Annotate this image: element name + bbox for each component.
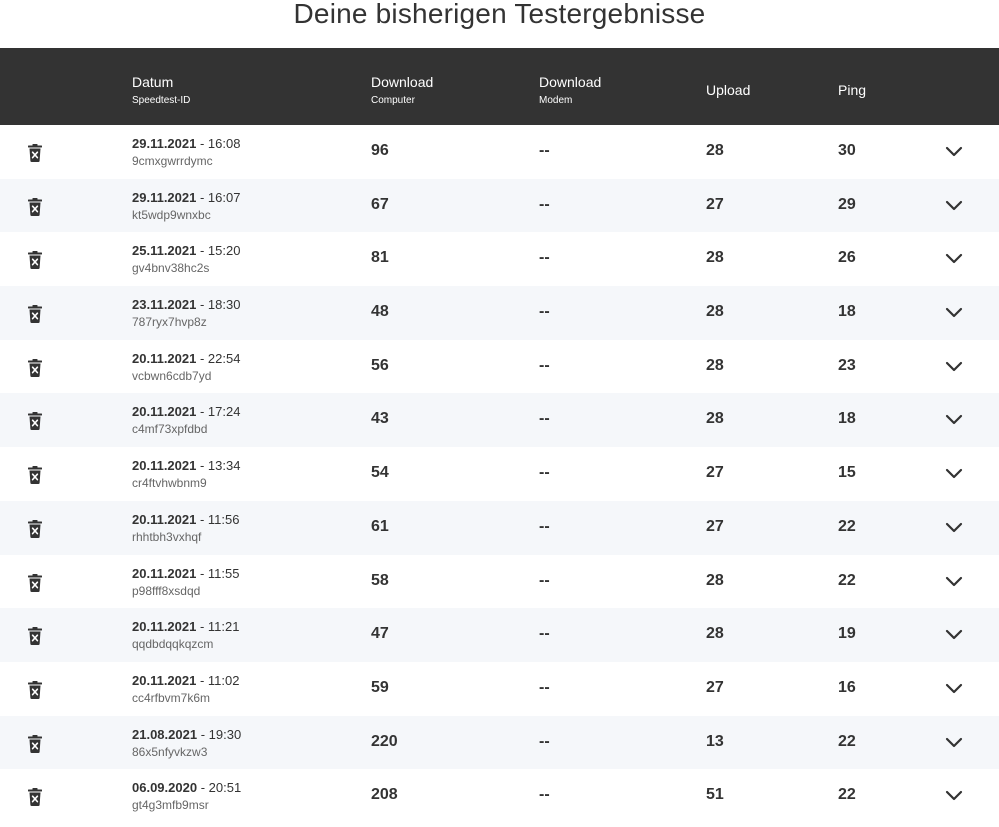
expand-row-button[interactable] [944,787,964,803]
test-time: 11:21 [207,619,240,635]
download-modem-value: -- [539,142,550,159]
date-cell [132,243,240,276]
upload-value: 28 [706,625,724,643]
download-modem-value: -- [539,464,550,482]
date-cell [132,351,240,384]
date-time-separator: - [197,726,209,742]
chevron-down-icon [944,200,964,217]
date-time [132,190,240,206]
delete-result-button[interactable] [27,627,43,645]
date-cell [132,136,240,169]
ping-value: 22 [838,732,856,750]
date-cell [132,780,241,813]
date-cell [132,566,240,599]
expand-row-button[interactable] [944,680,964,696]
test-date: 23.11.2021 [132,297,197,313]
upload-value: 27 [706,678,724,696]
speedtest-id: cr4ftvhwbnm9 [132,476,207,491]
download-computer-value: 59 [371,678,389,696]
download-modem-value: -- [539,517,550,535]
trash-icon [27,686,43,703]
test-time: 20:51 [208,780,242,796]
speedtest-id: kt5wdp9wnxbc [132,207,211,222]
date-time [132,351,240,367]
trash-icon [27,740,43,757]
table-row [0,179,999,233]
test-time: 17:24 [207,404,241,420]
download-modem-value: -- [539,195,550,213]
ping-value: 22 [838,571,856,589]
date-time-separator: - [196,458,208,474]
delete-result-button[interactable] [27,788,43,806]
table-row [0,501,999,555]
results-table-header [0,48,999,125]
delete-result-button[interactable] [27,144,43,162]
test-date: 06.09.2020 [132,780,198,796]
trash-icon [27,256,43,273]
page-title: Deine bisherigen Testergebnisse [293,0,706,29]
trash-icon [27,632,43,649]
chevron-down-icon [944,790,964,807]
date-time [132,673,240,689]
trash-icon [27,579,43,596]
ping-value: 26 [838,249,856,267]
speedtest-id: vcbwn6cdb7yd [132,368,212,383]
download-computer-value: 54 [371,464,389,482]
date-time [132,297,240,313]
date-time-separator: - [196,511,208,527]
date-cell [132,190,240,223]
trash-icon [27,417,43,434]
test-date: 29.11.2021 [132,136,197,151]
download-computer-value: 47 [371,625,389,643]
expand-row-button[interactable] [944,519,964,535]
download-modem-value: -- [539,249,550,267]
download-computer-value: 67 [371,195,389,213]
expand-row-button[interactable] [944,411,964,427]
date-cell [132,458,240,491]
test-time: 11:02 [207,672,240,688]
table-row [0,447,999,501]
download-modem-value: -- [539,303,550,321]
trash-icon [27,471,43,488]
chevron-down-icon [944,683,964,700]
speedtest-id: c4mf73xpfdbd [132,422,208,437]
speedtest-id: qqdbdqqkqzcm [132,637,214,652]
speedtest-id: cc4rfbvm7k6m [132,690,211,705]
chevron-down-icon [944,468,964,485]
download-computer-value: 56 [371,356,389,374]
test-time: 16:08 [207,136,241,151]
expand-row-button[interactable] [944,143,964,159]
date-time-separator: - [196,136,208,151]
date-time [132,458,240,474]
results-table-body [0,125,999,823]
test-time: 18:30 [207,297,241,313]
expand-row-button[interactable] [944,734,964,750]
delete-result-button[interactable] [27,574,43,592]
upload-value: 13 [706,732,724,750]
delete-result-button[interactable] [27,412,43,430]
ping-value: 23 [838,356,856,374]
download-computer-value: 61 [371,517,389,535]
download-modem-value: -- [539,625,550,643]
date-time-separator: - [196,672,208,688]
date-time-separator: - [196,619,208,635]
column-header-date-sub: Speedtest-ID [132,95,191,106]
chevron-down-icon [944,253,964,270]
ping-value: 18 [838,303,856,321]
trash-icon [27,525,43,542]
date-time [132,404,240,420]
speedtest-id: p98fff8xsdqd [132,583,201,598]
download-computer-value: 220 [371,732,398,750]
date-time-separator: - [196,297,208,313]
table-row [0,286,999,340]
column-header-download-computer-label: Download [371,74,434,90]
delete-result-button[interactable] [27,466,43,484]
table-row [0,393,999,447]
date-time [132,566,240,582]
test-time: 11:55 [207,565,240,581]
upload-value: 28 [706,356,724,374]
expand-row-button[interactable] [944,573,964,589]
date-time-separator: - [197,780,209,796]
date-time-separator: - [196,350,208,366]
upload-value: 28 [706,571,724,589]
test-time: 16:07 [207,189,241,205]
trash-icon [27,793,43,810]
table-row [0,125,999,179]
test-date: 20.11.2021 [132,511,197,527]
upload-value: 28 [706,303,724,321]
date-time [132,136,240,152]
table-row [0,555,999,609]
test-time: 15:20 [207,243,241,259]
test-date: 20.11.2021 [132,619,197,635]
upload-value: 27 [706,464,724,482]
column-header-date-label: Datum [132,74,174,90]
table-row [0,716,999,770]
chevron-down-icon [944,576,964,593]
delete-result-button[interactable] [27,681,43,699]
date-time-separator: - [196,189,208,205]
download-computer-value: 48 [371,303,389,321]
download-modem-value: -- [539,786,550,804]
test-date: 29.11.2021 [132,189,197,205]
ping-value: 22 [838,786,856,804]
expand-row-button[interactable] [944,197,964,213]
date-cell [132,512,240,545]
download-modem-value: -- [539,410,550,428]
download-computer-value: 81 [371,249,389,267]
upload-value: 28 [706,249,724,267]
trash-icon [27,149,43,166]
column-header-download-modem-sub: Modem [539,95,573,106]
delete-result-button[interactable] [27,520,43,538]
upload-value: 28 [706,410,724,428]
download-modem-value: -- [539,356,550,374]
date-time [132,243,240,259]
speedtest-id: 787ryx7hvp8z [132,315,207,330]
chevron-down-icon [944,414,964,431]
table-row [0,232,999,286]
chevron-down-icon [944,629,964,646]
date-cell [132,727,241,760]
delete-result-button[interactable] [27,359,43,377]
chevron-down-icon [944,146,964,163]
speedtest-id: 86x5nfyvkzw3 [132,744,208,759]
ping-value: 16 [838,678,856,696]
upload-value: 28 [706,142,724,159]
test-date: 20.11.2021 [132,404,197,420]
test-time: 19:30 [208,726,242,742]
speedtest-id: gt4g3mfb9msr [132,798,209,813]
date-time-separator: - [196,565,208,581]
speedtest-id: 9cmxgwrrdymc [132,154,213,168]
ping-value: 15 [838,464,856,482]
test-date: 20.11.2021 [132,350,197,366]
download-computer-value: 43 [371,410,389,428]
speedtest-id: rhhtbh3vxhqf [132,529,202,544]
delete-result-button[interactable] [27,198,43,216]
chevron-down-icon [944,737,964,754]
download-computer-value: 58 [371,571,389,589]
test-time: 13:34 [207,458,241,474]
ping-value: 18 [838,410,856,428]
expand-row-button[interactable] [944,250,964,266]
speedtest-id: gv4bnv38hc2s [132,261,210,276]
test-time: 11:56 [207,511,240,527]
trash-icon [27,310,43,327]
chevron-down-icon [944,522,964,539]
date-time [132,780,241,796]
expand-row-button[interactable] [944,304,964,320]
expand-row-button[interactable] [944,358,964,374]
date-time-separator: - [196,404,208,420]
download-modem-value: -- [539,678,550,696]
test-date: 20.11.2021 [132,458,197,474]
date-time-separator: - [196,243,208,259]
trash-icon [27,364,43,381]
table-row [0,769,999,823]
date-cell [132,619,240,652]
expand-row-button[interactable] [944,626,964,642]
delete-result-button[interactable] [27,305,43,323]
test-time: 22:54 [207,350,241,366]
upload-value: 51 [706,786,724,804]
test-date: 25.11.2021 [132,243,197,259]
column-header-upload-label: Upload [706,82,751,98]
download-modem-value: -- [539,732,550,750]
date-time [132,512,240,528]
date-cell [132,404,240,437]
date-time [132,619,240,635]
table-row [0,340,999,394]
column-header-ping-label: Ping [838,82,867,98]
chevron-down-icon [944,361,964,378]
ping-value: 19 [838,625,856,643]
ping-value: 29 [838,195,856,213]
upload-value: 27 [706,195,724,213]
table-row [0,608,999,662]
column-header-download-computer-sub: Computer [371,95,415,106]
test-date: 20.11.2021 [132,672,197,688]
table-row [0,662,999,716]
chevron-down-icon [944,307,964,324]
test-date: 21.08.2021 [132,726,198,742]
expand-row-button[interactable] [944,465,964,481]
ping-value: 30 [838,142,856,159]
delete-result-button[interactable] [27,735,43,753]
date-time [132,727,241,743]
column-header-download-modem-label: Download [539,74,602,90]
test-date: 20.11.2021 [132,565,197,581]
download-computer-value: 96 [371,142,389,159]
download-modem-value: -- [539,571,550,589]
trash-icon [27,203,43,220]
date-cell [132,673,240,706]
download-computer-value: 208 [371,786,398,804]
date-cell [132,297,240,330]
ping-value: 22 [838,517,856,535]
delete-result-button[interactable] [27,251,43,269]
upload-value: 27 [706,517,724,535]
